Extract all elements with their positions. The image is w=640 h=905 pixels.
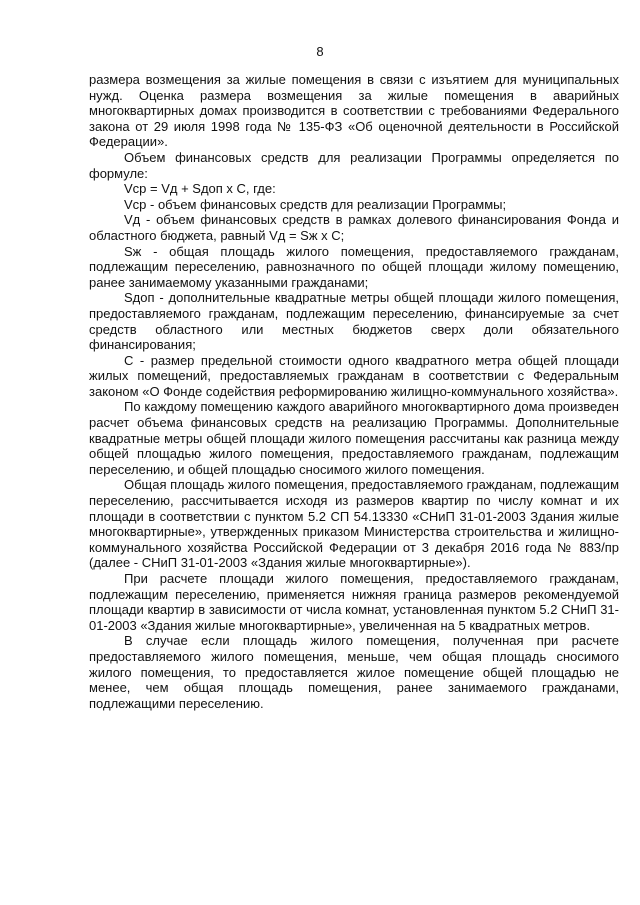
paragraph-total-area: Общая площадь жилого помещения, предоставляемого гражданам, подлежащим переселению, рассчитывается исходя из размеров квартир по числу комнат и их площади в соответствии с пунктом 5.2 СП 54.13330 «СНиП 31-01-2003 Здания жилые многоквартирные», утвержденных приказом Министерства строительства и жилищно-коммунального хозяйства Российской Федерации от 3 декабря 2016 года № 883/пр (далее - СНиП 31-01-2003 «Здания жилые многоквартирные»). [89, 477, 620, 571]
paragraph-calculation: По каждому помещению каждого аварийного многоквартирного дома произведен расчет объема финансовых средств на реализацию Программы. Дополнительные квадратные метры общей площади жилого помещения рассчитаны как разница между общей площадью жилого помещения, предоставляемого гражданам, подлежащим переселению, и общей площадью сносимого жилого помещения. [89, 399, 619, 477]
page-number: 8 [316, 44, 324, 59]
formula-line: Vср = Vд + Sдоп x С, где: [124, 181, 276, 197]
definition-c: С - размер предельной стоимости одного квадратного метра общей площади жилых помещений, предоставляемых гражданам в соответствии с Федеральным законом «О Фонде содействия реформированию жилищно-коммунального хозяйства». [89, 352, 619, 399]
definition-szh: Sж - общая площадь жилого помещения, предоставляемого гражданам, подлежащим переселению, равнозначного по общей площади жилому помещению, ранее занимаемому указанными гражданами; [89, 243, 619, 290]
paragraph-formula-intro: Объем финансовых средств для реализации Программы определяется по формуле: [89, 149, 619, 181]
definition-vsr: Vср - объем финансовых средств для реализации Программы; [124, 196, 507, 212]
paragraph-compensation-continued: размера возмещения за жилые помещения в связи с изъятием для муниципальных нужд. Оценка размера возмещения за жилые помещения в аварийных многоквартирных домах производится в соответствии с требованиями Федерального закона от 29 июля 1998 года № 135-ФЗ «Об оценочной деятельности в Российской Федерации». [89, 72, 619, 150]
paragraph-smaller-area-case: В случае если площадь жилого помещения, полученная при расчете предоставляемого жилого помещения, меньше, чем общая площадь сносимого жилого помещения, то предоставляется жилое помещение общей площадью не менее, чем общая площадь помещения, ранее занимаемого гражданами, подлежащими переселению. [89, 633, 619, 711]
definition-sdop: Sдоп - дополнительные квадратные метры общей площади жилого помещения, предоставляемого гражданам, подлежащим переселению, финансируемые за счет средств областного или местных бюджетов сверх доли обязательного финансирования; [89, 290, 619, 353]
paragraph-area-calculation: При расчете площади жилого помещения, предоставляемого гражданам, подлежащим переселению, применяется нижняя граница размеров рекомендуемой площади квартир в зависимости от числа комнат, установленная пунктом 5.2 СНиП 31-01-2003 «Здания жилые многоквартирные», увеличенная на 5 квадратных метров. [89, 571, 619, 633]
definition-vd: Vд - объем финансовых средств в рамках долевого финансирования Фонда и областного бюджета, равный Vд = Sж x С; [89, 212, 619, 243]
document-body [89, 72, 619, 711]
